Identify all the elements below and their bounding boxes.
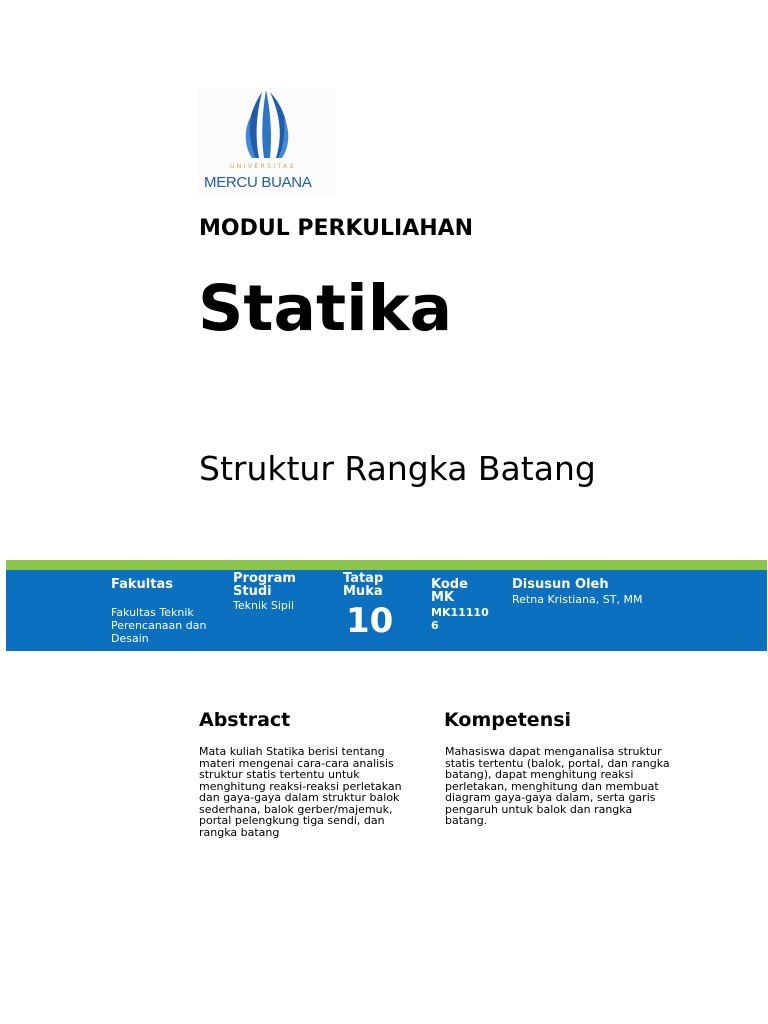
kode-mk-column: [431, 577, 489, 632]
logo-university-label: UNIVERSITAS: [230, 163, 296, 170]
program-studi-label: Program Studi: [233, 571, 296, 599]
university-emblem-icon: [198, 88, 336, 163]
disusun-oleh-value: Retna Kristiana, ST, MM: [512, 593, 643, 606]
tatap-muka-column: [343, 571, 408, 641]
info-band: [6, 570, 767, 651]
fakultas-column: [111, 578, 221, 645]
university-logo: [198, 88, 336, 196]
topic-title: Struktur Rangka Batang: [199, 449, 596, 488]
program-studi-value: Teknik Sipil: [233, 599, 295, 612]
fakultas-value: Fakultas Teknik Perencanaan dan Desain: [111, 606, 207, 645]
course-title: Statika: [198, 272, 453, 345]
disusun-oleh-label: Disusun Oleh: [512, 577, 609, 592]
tatap-muka-value: 10: [346, 601, 394, 641]
disusun-oleh-column: [512, 578, 692, 606]
fakultas-label: Fakultas: [111, 577, 173, 592]
kode-mk-value: MK11110 6: [431, 606, 489, 632]
logo-university-name: MERCU BUANA: [204, 174, 312, 191]
accent-bar: [6, 560, 767, 570]
abstract-title: Abstract: [199, 709, 291, 731]
kompetensi-text: Mahasiswa dapat menganalisa struktur statis tertentu (balok, portal, dan rangka batang), dapat menghitung reaksi perletakan, menghitung dan membuat diagram gaya-gaya dalam, serta garis pengaruh untuk balok dan rangka batang.: [445, 745, 670, 827]
tatap-muka-label: Tatap Muka: [343, 571, 384, 599]
abstract-text: Mata kuliah Statika berisi tentang materi mengenai cara-cara analisis struktur statis tertentu untuk menghitung reaksi-reaksi perletakan dan gaya-gaya dalam struktur balok sederhana, balok gerber/majemuk, portal pelengkung tiga sendi, dan rangka batang: [199, 745, 402, 839]
program-studi-column: [233, 572, 313, 612]
kode-mk-label: Kode MK: [431, 577, 468, 605]
kompetensi-title: Kompetensi: [444, 709, 572, 731]
module-label: MODUL PERKULIAHAN: [199, 216, 474, 241]
